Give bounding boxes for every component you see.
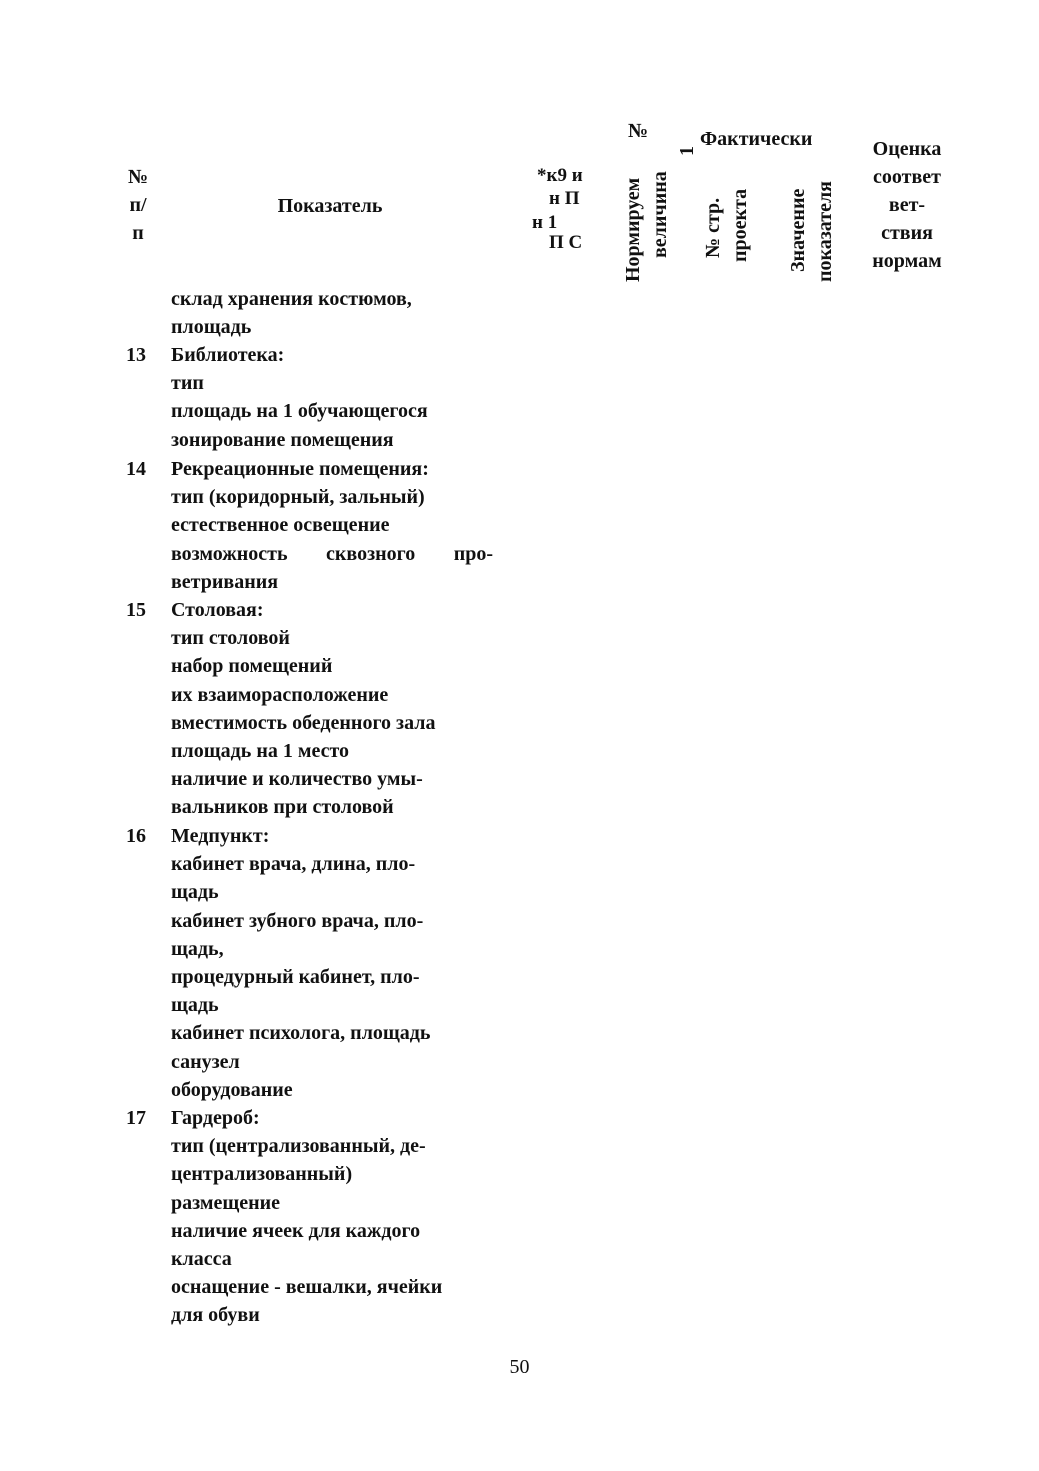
row-line: набор помещений (171, 655, 333, 678)
assessment-line: ствия (881, 222, 933, 244)
row-line: тип (171, 372, 204, 395)
row-line: вместимость обеденного зала (171, 711, 436, 734)
num-col-header (118, 163, 158, 247)
row-line: зонирование помещения (171, 428, 394, 451)
formula-line-1: *к9 и (537, 165, 583, 186)
row-line: тип (централизованный, де- (171, 1135, 426, 1158)
word: сквозного (326, 542, 416, 565)
word: про- (453, 542, 493, 565)
row-line: площадь на 1 обучающегося (171, 400, 428, 423)
row-line-justified (171, 540, 493, 568)
word: возможность (171, 542, 288, 565)
norm-value-line-1: Нормируем (622, 177, 644, 282)
assessment-header (855, 135, 959, 275)
row-number: 17 (126, 1107, 146, 1129)
table-row (171, 596, 501, 822)
norm-no-sign: № (628, 120, 649, 142)
row-line: щадь, (171, 937, 224, 960)
row-line: размещение (171, 1191, 281, 1214)
page-proj-line-2: проекта (729, 188, 751, 262)
table-row (171, 341, 501, 454)
row-line: ветривания (171, 570, 279, 593)
row-line: площадь на 1 место (171, 740, 350, 763)
formula-line-4: П С (549, 232, 583, 253)
row-line: Столовая: (171, 599, 264, 621)
row-line: наличие и количество умы- (171, 768, 423, 791)
assessment-line: нормам (872, 250, 942, 272)
table-row (171, 455, 501, 596)
num-col-line: п (132, 222, 144, 244)
page-number: 50 (509, 1356, 530, 1378)
indicator-header: Показатель (277, 195, 383, 217)
row-line: кабинет зубного врача, пло- (171, 909, 424, 932)
row-line: щадь (171, 881, 219, 904)
row-number: 16 (126, 825, 146, 847)
assessment-line: соответ (873, 166, 941, 188)
row-number: 13 (126, 344, 146, 366)
row-line: Библиотека: (171, 344, 285, 366)
row-line: тип (коридорный, зальный) (171, 486, 425, 509)
formula-line-2: н П (549, 188, 580, 209)
row-line: Рекреационные помещения: (171, 458, 429, 480)
row-line: площадь (171, 316, 252, 339)
page-proj-line-1: № стр. (702, 197, 724, 258)
table-row (171, 822, 501, 1104)
table-row (171, 1104, 501, 1330)
row-line: тип столовой (171, 627, 290, 650)
row-line: Медпункт: (171, 825, 270, 847)
assessment-line: вет- (888, 194, 926, 216)
row-line: Гардероб: (171, 1107, 260, 1129)
row-number: 14 (126, 458, 146, 480)
value-ind-line-1: Значение (787, 188, 809, 272)
formula-line-3: н 1 (532, 212, 558, 233)
row-line: естественное освещение (171, 514, 390, 537)
row-line: централизованный) (171, 1163, 353, 1186)
row-number: 15 (126, 599, 146, 621)
row-line: оснащение - вешалки, ячейки (171, 1276, 443, 1299)
norm-value-line-2: величина (649, 171, 671, 258)
row-line: их взаиморасположение (171, 683, 389, 706)
row-line: санузел (171, 1050, 240, 1073)
row-line: кабинет психолога, площадь (171, 1022, 431, 1045)
row-line: склад хранения костюмов, (171, 288, 412, 310)
num-col-line: № (127, 166, 149, 188)
assessment-line: Оценка (872, 138, 942, 160)
table-row (171, 285, 501, 341)
row-line: процедурный кабинет, пло- (171, 966, 420, 989)
num-col-line: п/ (129, 194, 147, 216)
row-line: оборудование (171, 1078, 293, 1101)
row-line: для обуви (171, 1304, 260, 1327)
row-line: наличие ячеек для каждого (171, 1219, 421, 1242)
norm-one: 1 (676, 146, 698, 156)
formula-header (528, 165, 598, 265)
row-line: вальников при столовой (171, 796, 394, 819)
value-ind-line-2: показателя (814, 180, 836, 282)
row-line: щадь (171, 994, 219, 1017)
row-line: класса (171, 1248, 232, 1271)
row-line: кабинет врача, длина, пло- (171, 853, 416, 876)
actual-header: Фактически (700, 128, 813, 150)
